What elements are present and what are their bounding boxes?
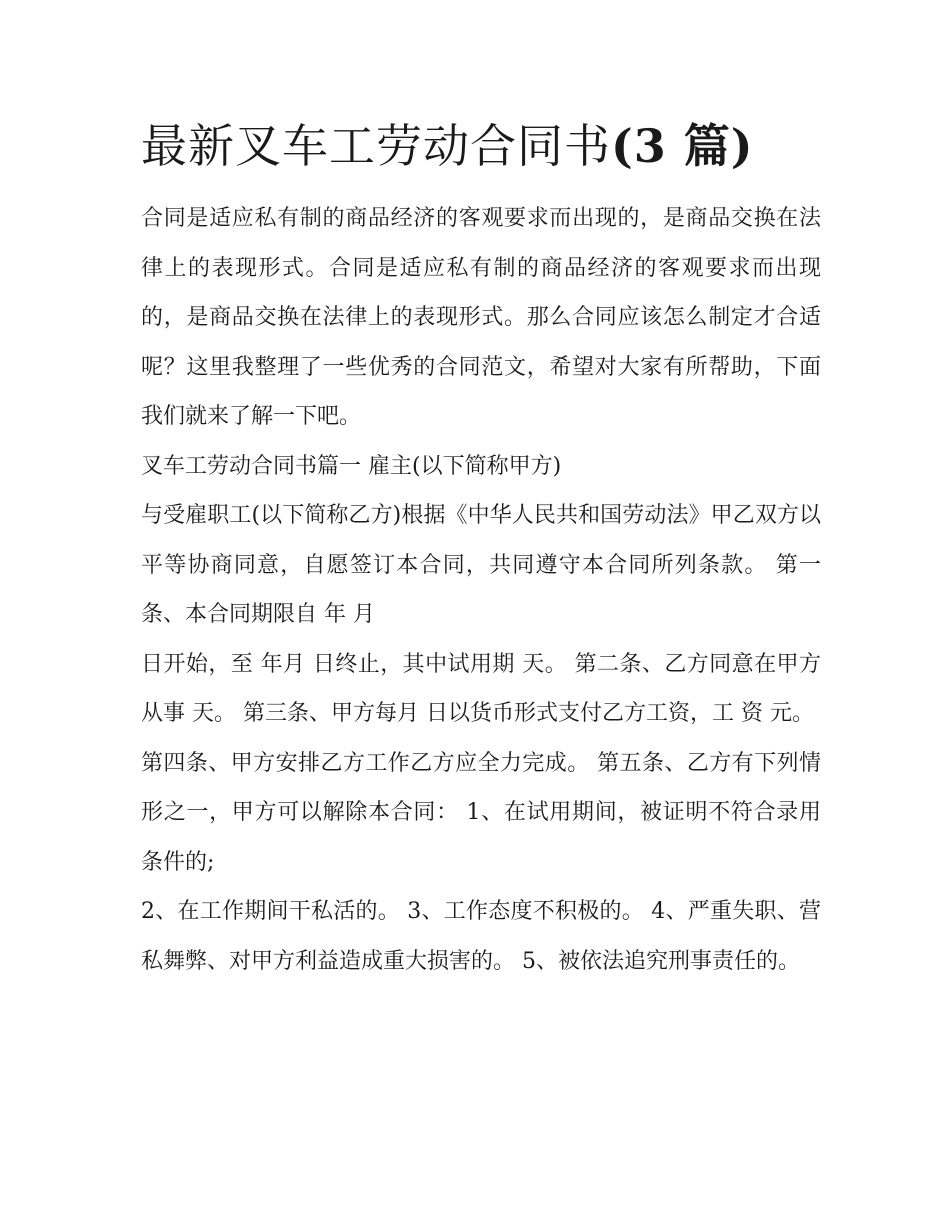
section-heading-paragraph: 叉车工劳动合同书篇一 雇主(以下简称甲方) (141, 453, 562, 479)
intro-paragraph: 合同是适应私有制的商品经济的客观要求而出现的，是商品交换在法律上的表现形式。合同是适应私有制的商品经济的客观要求而出现的，是商品交换在法律上的表现形式。那么合同应该怎么制定才合适呢？这里我整理了一些优秀的合同范文，希望对大家有所帮助，下面我们就来了解一下吧。 (141, 206, 821, 429)
termination-clause-paragraph: 第四条、甲方安排乙方工作乙方应全力完成。 第五条、乙方有下列情形之一，甲方可以解除本合同： 1、在试用期间，被证明不符合录用条件的; (141, 750, 821, 875)
document-title (141, 108, 821, 184)
contract-preamble-paragraph: 与受雇职工(以下简称乙方)根据《中华人民共和国劳动法》甲乙双方以平等协商同意，自愿签订本合同，共同遵守本合同所列条款。 第一条、本合同期限自 年 月 (141, 503, 821, 627)
document-title-text: 最新叉车工劳动合同书 (141, 119, 611, 173)
document-title-count: (3 篇) (611, 119, 754, 173)
termination-items-paragraph: 2、在工作期间干私活的。 3、工作态度不积极的。 4、严重失职、营私舞弊、对甲方利益造成重大损害的。 5、被依法追究刑事责任的。 (141, 899, 821, 974)
document-page (141, 108, 821, 986)
contract-terms-paragraph: 日开始，至 年月 日终止，其中试用期 天。 第二条、乙方同意在甲方从事 天。 第三条、甲方每月 日以货币形式支付乙方工资，工 资 元。 (141, 651, 821, 726)
